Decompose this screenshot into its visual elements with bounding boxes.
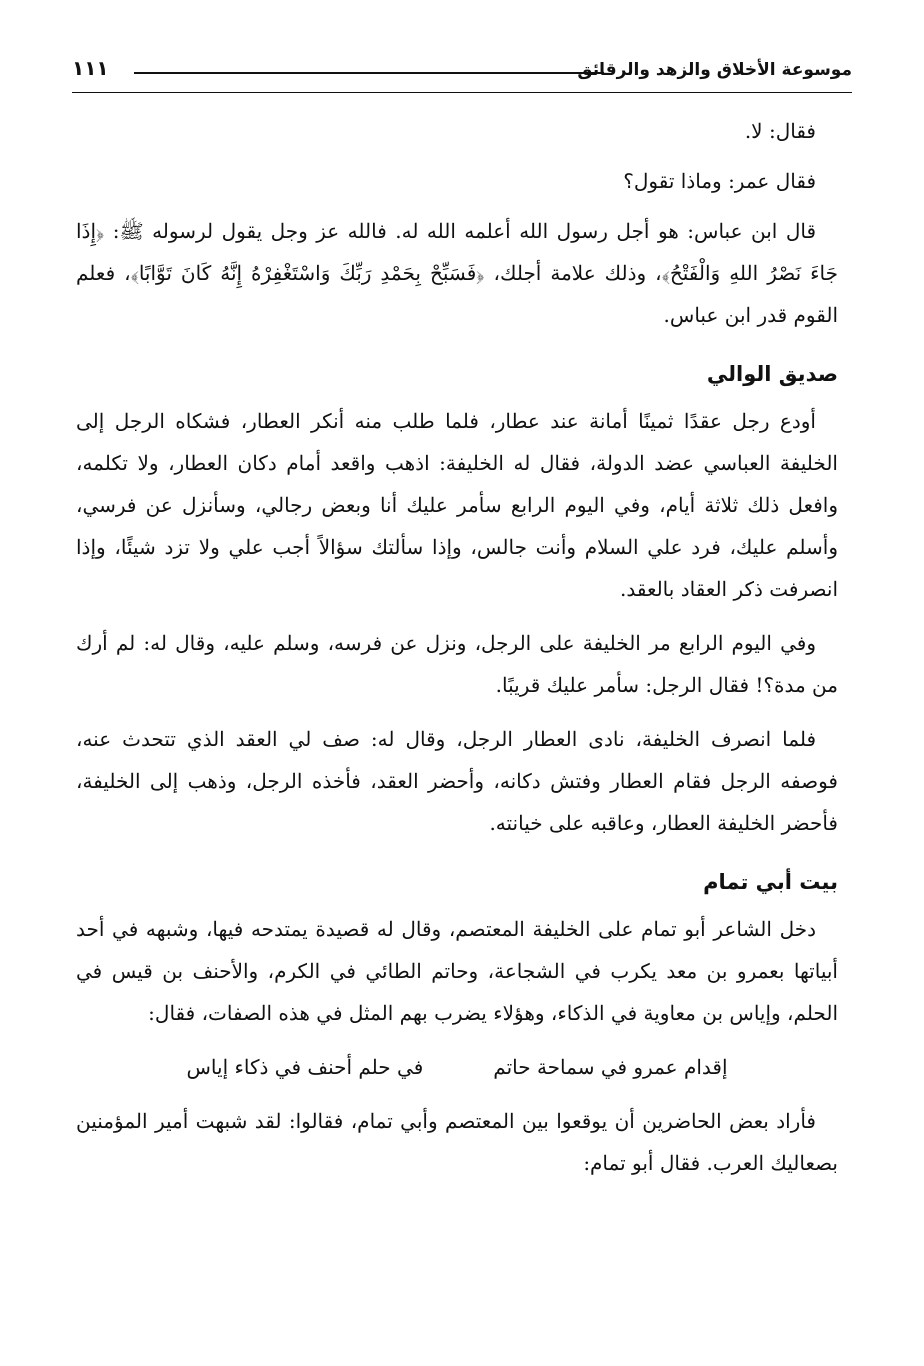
paragraph: أودع رجل عقدًا ثمينًا أمانة عند عطار، فلما طلب منه أنكر العطار، فشكاه الرجل إلى الخليفة العباسي عضد الدولة، فقال له الخليفة: اذهب واقعد أمام دكان العطار، ولا تكلمه، وافعل ذلك ثلاثة أيام، وفي اليوم الرابع سأمر عليك أنا وبعض رجالي، وسأنزل عن فرسي، وأسلم عليك، فرد علي السلام وأنت جالس، وإذا سألتك سؤالاً أجب علي ولا تزد شيئًا، وإذا انصرفت ذكر العقاد بالعقد. xyxy=(76,409,838,601)
paragraph: فقال: لا. xyxy=(744,119,816,143)
book-title: موسوعة الأخلاق والزهد والرقائق xyxy=(577,60,852,80)
paragraph: دخل الشاعر أبو تمام على الخليفة المعتصم، وقال له قصيدة يمتدحه فيها، وشبهه في أحد أبياتها بعمرو بن معد يكرب في الشجاعة، وحاتم الطائي في الكرم، والأحنف بن قيس في الحلم، وإياس بن معاوية في الذكاء، وهؤلاء يضرب بهم المثل في هذه الصفات، فقال: xyxy=(76,917,838,1025)
paragraph: وفي اليوم الرابع مر الخليفة على الرجل، ونزل عن فرسه، وسلم عليه، وقال له: لم أرك من مدة؟! فقال الرجل: سأمر عليك قريبًا. xyxy=(76,631,838,697)
paragraph: فقال عمر: وماذا تقول؟ xyxy=(623,169,816,193)
section-heading: بيت أبي تمام xyxy=(703,870,838,894)
running-header xyxy=(72,48,852,88)
section-heading: صديق الوالي xyxy=(706,362,838,386)
header-rule xyxy=(134,72,604,74)
poem-verse xyxy=(76,1046,838,1088)
paragraph: فأراد بعض الحاضرين أن يوقعوا بين المعتصم وأبي تمام، فقالوا: لقد شبهت أمير المؤمنين بصعاليك العرب. فقال أبو تمام: xyxy=(76,1109,838,1175)
page-number: ١١١ xyxy=(72,56,109,80)
paragraph: قال ابن عباس: هو أجل رسول الله أعلمه الله له. فالله عز وجل يقول لرسوله ﷺ: ﴿إِذَا جَاءَ نَصْرُ اللهِ وَالْفَتْحُ﴾، وذلك علامة أجلك، ﴿فَسَبِّحْ بِحَمْدِ رَبِّكَ وَاسْتَغْفِرْهُ إِنَّهُ كَانَ تَوَّابًا﴾، فعلم القوم قدر ابن عباس. xyxy=(76,219,838,327)
verse-second-hemistich: في حلم أحنف في ذكاء إياس xyxy=(186,1055,424,1079)
header-divider xyxy=(72,92,852,93)
paragraph: فلما انصرف الخليفة، نادى العطار الرجل، وقال له: صف لي العقد الذي تتحدث عنه، فوصفه الرجل فقام العطار وفتش دكانه، وأحضر العقد، فأخذه الرجل، وذهب إلى الخليفة، فأحضر الخليفة العطار، وعاقبه على خيانته. xyxy=(76,727,838,835)
page-body xyxy=(76,110,838,1196)
verse-first-hemistich: إقدام عمرو في سماحة حاتم xyxy=(493,1055,728,1079)
